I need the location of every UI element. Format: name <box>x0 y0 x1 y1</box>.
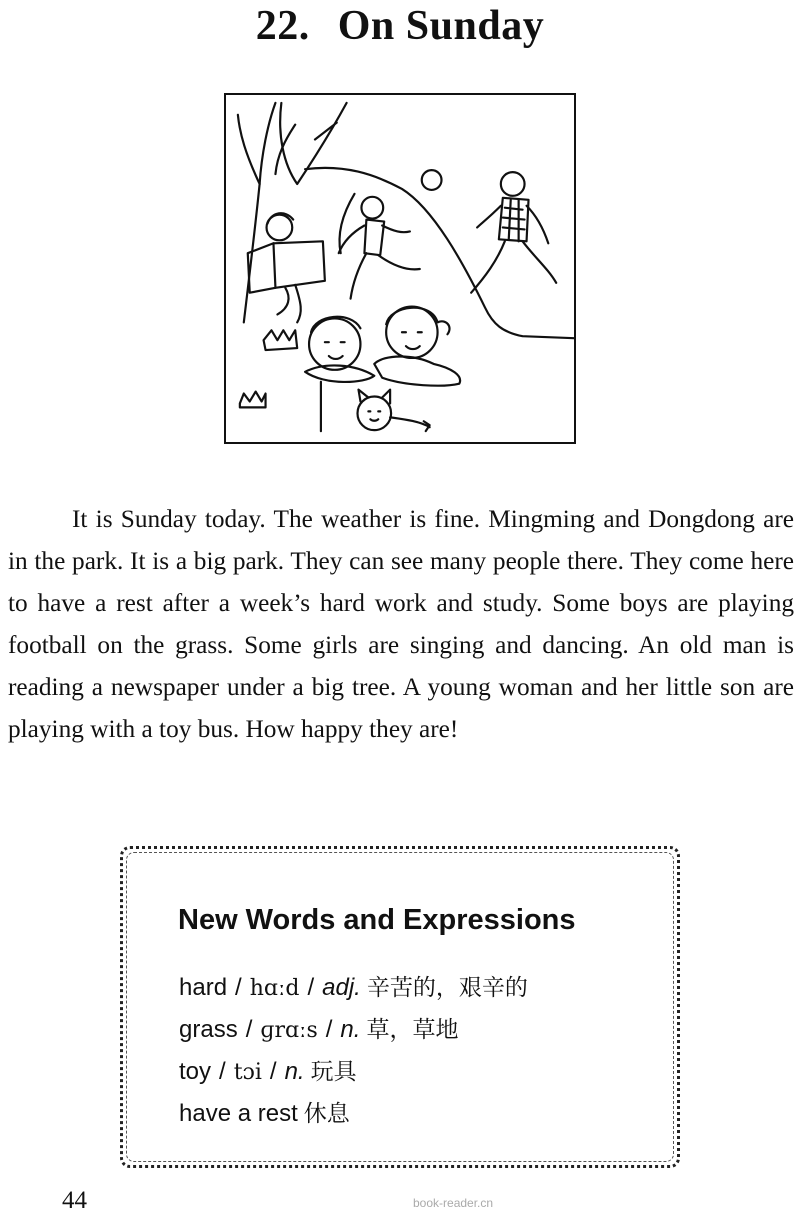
lesson-number: 22. <box>255 3 310 49</box>
story-paragraph: It is Sunday today. The weather is fine. Mingming and Dongdong are in the park. It is a big park. They can see many people there. They come here to have a rest after a week’s hard work and study. Some boys are playing football on the grass. Some girls are singing and dancing. An old man is reading a newspaper under a big tree. A young woman and her little son are playing with a toy bus. How happy they are! <box>8 505 794 743</box>
vocab-phrase-meaning: 休息 <box>303 1101 350 1127</box>
vocabulary-box <box>120 846 680 1168</box>
vocab-meaning: 玩具 <box>310 1059 357 1085</box>
cat-drawing <box>357 390 429 432</box>
vocabulary-list <box>179 967 528 1135</box>
vocab-pos: n. <box>284 1058 305 1085</box>
vocab-pos: adj. <box>322 974 361 1001</box>
vocab-pos: n. <box>340 1016 361 1043</box>
vocab-word: grass <box>179 1016 238 1043</box>
vocab-phrase <box>179 1093 528 1135</box>
vocab-meaning: 辛苦的，艰辛的 <box>366 975 528 1001</box>
football-boy <box>471 172 556 293</box>
tree-drawing <box>238 103 347 322</box>
watermark: book-reader.cn <box>413 1196 494 1210</box>
girls-drawing <box>264 307 461 432</box>
vocab-ipa: ɡrɑːs <box>260 1018 318 1043</box>
vocab-item: hard / hɑːd / adj. 辛苦的，艰辛的 <box>179 974 528 1001</box>
vocab-item: toy / tɔi / n. 玩具 <box>179 1058 357 1085</box>
vocabulary-heading: New Words and Expressions <box>178 904 576 936</box>
park-illustration <box>224 93 576 444</box>
lesson-title-text: On Sunday <box>337 3 545 49</box>
running-boy <box>339 197 420 299</box>
reading-man <box>248 213 325 322</box>
page-number: 44 <box>62 1187 87 1214</box>
vocab-phrase-text: have a rest <box>179 1100 298 1127</box>
vocab-ipa: tɔi <box>233 1060 262 1085</box>
vocab-word: hard <box>179 974 228 1001</box>
lesson-title <box>0 2 800 50</box>
vocab-item: grass / ɡrɑːs / n. 草，草地 <box>179 1016 459 1043</box>
vocab-word: toy <box>179 1058 212 1085</box>
vocab-ipa: hɑːd <box>249 976 300 1001</box>
vocab-meaning: 草，草地 <box>366 1017 459 1043</box>
